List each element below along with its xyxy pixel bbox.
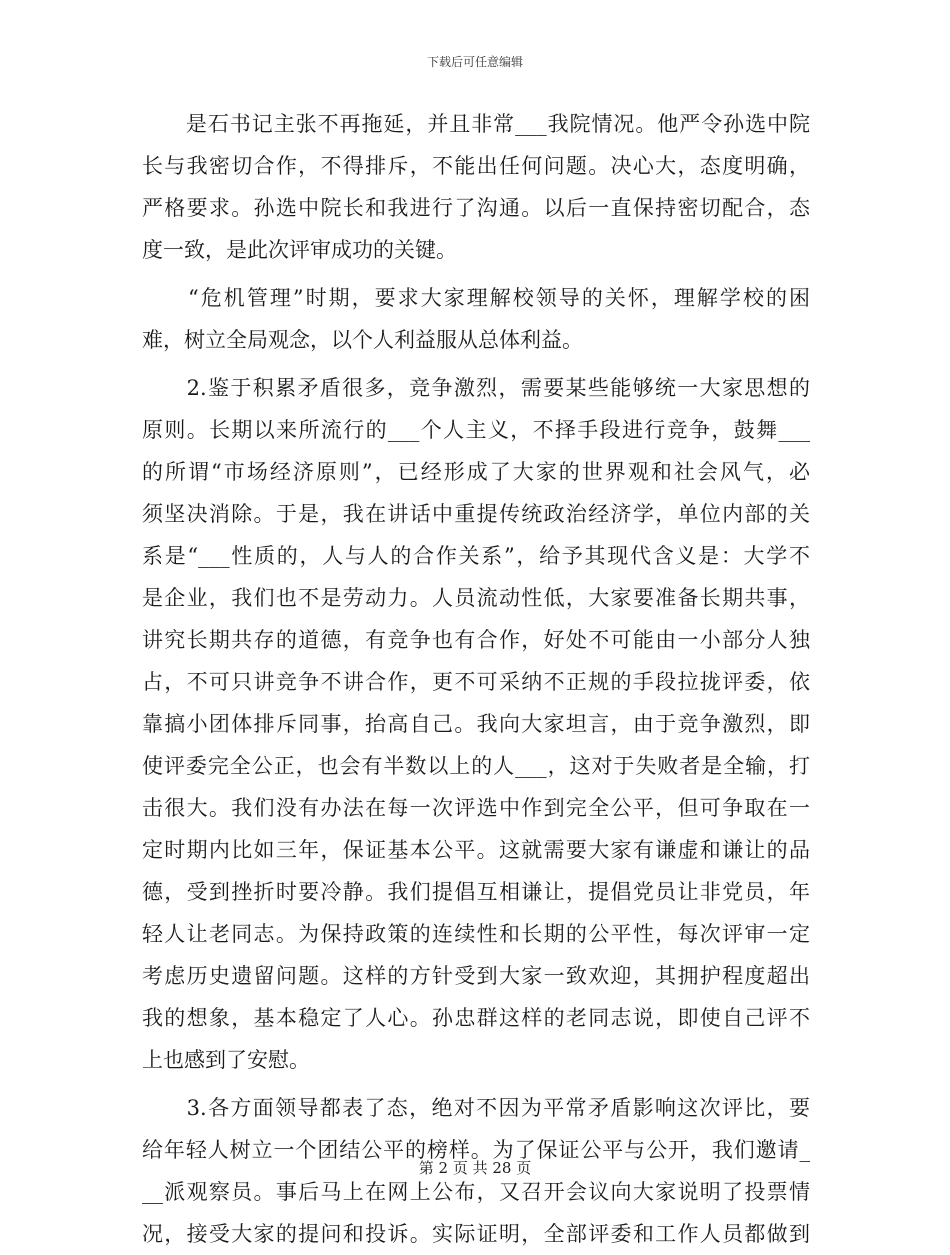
text-line: 长与我密切合作，不得排斥，不能出任何问题。决心大，态度明确， — [142, 154, 810, 178]
text-line: 是企业，我们也不是劳动力。人员流动性低，大家要准备长期共事， — [142, 586, 810, 610]
text-line: 原则。长期以来所流行的___个人主义，不择手段进行竞争，鼓舞___ — [142, 418, 810, 442]
text-line: 是石书记主张不再拖延，并且非常___我院情况。他严令孙选中院 — [142, 112, 810, 136]
page-footer: 第 2 页 共 28 页 — [418, 1159, 532, 1177]
text-line: 系是“___性质的，人与人的合作关系”，给予其现代含义是：大学不 — [142, 544, 810, 568]
document-body — [142, 103, 810, 1255]
text-line: 讲究长期共存的道德，有竞争也有合作，好处不可能由一小部分人独 — [142, 628, 810, 652]
text-line: 2.鉴于积累矛盾很多，竞争激烈，需要某些能够统一大家思想的 — [142, 376, 810, 400]
text-line: 的所谓“市场经济原则”，已经形成了大家的世界观和社会风气，必 — [142, 460, 810, 484]
text-line: 上也感到了安慰。 — [142, 1048, 310, 1072]
text-line: __派观察员。事后马上在网上公布，又召开会议向大家说明了投票情 — [142, 1180, 810, 1204]
text-line: 须坚决消除。于是，我在讲话中重提传统政治经济学，单位内部的关 — [142, 502, 810, 526]
text-line: 击很大。我们没有办法在每一次评选中作到完全公平，但可争取在一 — [142, 796, 810, 820]
text-line: 度一致，是此次评审成功的关键。 — [142, 238, 457, 262]
text-line: 轻人让老同志。为保持政策的连续性和长期的公平性，每次评审一定 — [142, 922, 810, 946]
text-line: 德，受到挫折时要冷静。我们提倡互相谦让，提倡党员让非党员，年 — [142, 880, 810, 904]
text-line: 考虑历史遗留问题。这样的方针受到大家一致欢迎，其拥护程度超出 — [142, 964, 810, 988]
text-line: 难，树立全局观念，以个人利益服从总体利益。 — [142, 328, 583, 352]
text-line: “危机管理”时期，要求大家理解校领导的关怀，理解学校的困 — [142, 286, 810, 310]
text-line: 我的想象，基本稳定了人心。孙忠群这样的老同志说，即使自己评不 — [142, 1006, 810, 1030]
text-line: 占，不可只讲竞争不讲合作，更不可采纳不正规的手段拉拢评委，依 — [142, 670, 810, 694]
text-line: 靠搞小团体排斥同事，抬高自己。我向大家坦言，由于竞争激烈，即 — [142, 712, 810, 736]
text-line: 3.各方面领导都表了态，绝对不因为平常矛盾影响这次评比，要 — [142, 1096, 810, 1120]
text-line: 定时期内比如三年，保证基本公平。这就需要大家有谦虚和谦让的品 — [142, 838, 810, 862]
text-line: 况，接受大家的提问和投诉。实际证明，全部评委和工作人员都做到 — [142, 1222, 810, 1246]
text-line: 使评委完全公正，也会有半数以上的人___，这对于失败者是全输，打 — [142, 754, 810, 778]
text-line: 严格要求。孙选中院长和我进行了沟通。以后一直保持密切配合，态 — [142, 196, 810, 220]
page-header: 下载后可任意编辑 — [426, 55, 523, 69]
text-line: 给年轻人树立一个团结公平的榜样。为了保证公平与公开，我们邀请_ — [142, 1138, 810, 1162]
